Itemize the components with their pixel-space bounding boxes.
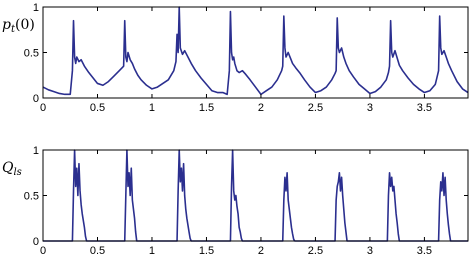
y-tick-label: 0 [32,93,39,105]
y-tick-label: 0.5 [23,47,39,60]
x-tick-label: 2 [257,102,265,114]
chart-panel-1 [2,2,468,114]
series-line-1 [43,150,468,241]
x-tick-label: 2.5 [307,245,324,257]
x-tick-label: 1.5 [198,102,215,114]
x-tick-label: 0.5 [89,245,106,257]
x-tick-label: 1 [148,102,156,114]
x-tick-label: 0 [39,245,47,257]
x-tick-label: 0.5 [89,102,106,114]
x-tick-label: 2.5 [307,102,324,114]
x-tick-label: 3.5 [416,245,433,257]
y-tick-label: 1 [32,2,39,14]
x-tick-label: 3.5 [416,102,433,114]
x-tick-label: 1 [148,245,156,257]
x-tick-label: 3 [366,245,373,257]
x-tick-label: 0 [39,102,47,114]
y-axis-label: $p_t(0)$ [2,17,35,35]
x-tick-label: 3 [366,102,373,114]
axes-frame [43,150,468,241]
x-tick-label: 1.5 [198,245,215,257]
y-tick-label: 0 [32,236,39,248]
y-tick-label: 0.5 [23,190,39,203]
axes-frame [43,7,468,98]
y-axis-label: $Q_{ls}$ [2,160,22,178]
chart-panel-2 [2,145,468,257]
x-tick-label: 2 [257,245,265,257]
y-tick-label: 1 [32,145,39,157]
series-line-1 [43,7,468,94]
